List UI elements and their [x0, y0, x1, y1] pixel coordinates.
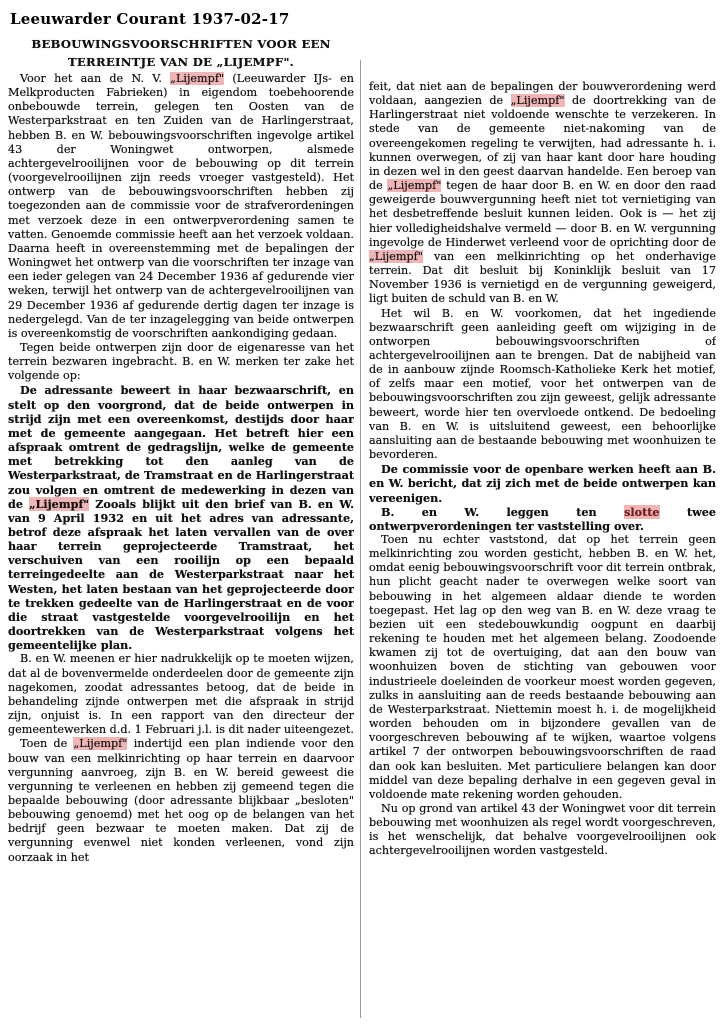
paragraph: Nu op grond van artikel 43 der Woningwet voor dit terrein bebouwing met woonhuizen als regel wordt voorgeschreven, is het wenschelijk, dat behalve voorgevelrooilijnen ook achtergevelrooilijnen worden vastgesteld. [369, 801, 716, 858]
paragraph [8, 72, 354, 341]
paragraph: Het wil B. en W. voorkomen, dat het ingediende bezwaarschrift geen aanleiding geeft om wijziging in de ontworpen bebouwingsvoorschriften of achtergevelrooilijnen aan te brengen. Dat de nabijheid van de in aanbouw zijnde Roomsch-Katholieke Kerk het motief, of zelfs maar een motief, voor het ontwerpen van de bebouwingsvoorschriften zou zijn geweest, gelijk adressante beweert, worde hier ten overvloede ontkend. De bedoeling van B. en W. is uitsluitend geweest, een behoorlijke aansluiting aan de bestaande bebouwing met woonhuizen te bevorderen. [369, 306, 716, 462]
paragraph: De commissie voor de openbare werken heeft aan B. en W. bericht, dat zij zich met de beide ontwerpen kan vereenigen. [369, 462, 716, 505]
text-run: Voor het aan de N. V. [20, 72, 171, 85]
article-headline-line-1: BEBOUWINGSVOORSCHRIFTEN VOOR EEN [31, 37, 331, 51]
article-column-left [8, 36, 354, 1020]
highlighted-term: „Lijempf" [29, 496, 90, 511]
text-run: (Leeuwarder IJs- en Melkproducten Fabrieken) in eigendom toebehoorende onbebouwde terrein, gelegen ten Oosten van de Westerparkstraat en ten Zuiden van de Harlingerstraat, hebben B. en W. bebouwingsvoorschriften ingevolge artikel 43 der Woningwet ontworpen, alsmede achtergevelrooilijnen voor de bebouwing op dit terrein (voorgevelrooilijnen zijn reeds vroeger vastgesteld). Het ontwerp van de bebouwingsvoorschriften hebben zij toegezonden aan de commissie voor de strafverordeningen met verzoek deze in een ontwerpverordening samen te vatten. Genoemde commissie heeft aan het verzoek voldaan. Daarna heeft in overeenstemming met de bepalingen der Woningwet het ontwerp van die voorschriften ter inzage van een ieder gelegen van 24 December 1936 af gedurende vier weken, terwijl het ontwerp van de achtergevelrooilijnen van 29 December 1936 af gedurende dertig dagen ter inzage is nedergelegd. Van de ter inzagelegging van beide ontwerpen is overeenkomstig de voorschriften aankondiging gedaan. [8, 72, 354, 340]
paragraph: Toen nu echter vaststond, dat op het terrein geen melkinrichting zou worden gesticht, hebben B. en W. het, omdat eenig bebouwingsvoorschrift voor dit terrein ontbrak, hun plicht geacht nader te overwegen welke soort van bebouwing in het algemeen aldaar diende te worden toegepast. Het lag op den weg van B. en W. deze vraag te bezien uit een stedebouwkundig oogpunt en daarbij rekening te houden met het algemeen belang. Zoodoende kwamen zij tot de overtuiging, dat aan den bouw van woonhuizen boven de stichting van gebouwen voor industrieele doeleinden de voorkeur moest worden gegeven, zulks in aansluiting aan de reeds bestaande bebouwing aan de Westerparkstraat. Niettemin moest h. i. de mogelijkheid worden behouden om in bijzondere gevallen van de voorgeschreven bebouwing af te wijken, waartoe volgens artikel 7 der ontworpen bebouwingsvoorschriften de raad dan ook kan besluiten. Met particuliere belangen kan door middel van deze bepaling derhalve in een gegeven geval in voldoende mate rekening worden gehouden. [369, 533, 716, 801]
article-column-right [369, 80, 716, 1020]
highlighted-term: „Lijempf" [510, 94, 565, 108]
newspaper-masthead: Leeuwarder Courant 1937-02-17 [10, 10, 290, 28]
column-divider [360, 60, 361, 1018]
text-run: De adressante beweert in haar bezwaarschrift, en stelt op den voorgrond, dat de beide ontwerpen in strijd zijn met een overeenkomst, destijds door haar met de gemeente aangegaan. Het betreft hier een afspraak omtrent de gedragslijn, welke de gemeente met betrekking tot den aanleg van de Westerparkstraat, de Tramstraat en de Harlingerstraat zou volgen en omtrent de medewerking in dezen van de [8, 383, 354, 511]
text-run: tegen de haar door B. en W. en door den raad geweigerde bouwvergunning heeft niet tot vernietiging van het desbetreffende besluit kunnen leiden. Ook is — het zij hier volledigheidshalve vermeld — door B. en W. vergunning ingevolge de Hinderwet verleend voor de oprichting door de [369, 179, 716, 249]
text-run: de doortrekking van de Harlingerstraat niet voldoende wenschte te verzekeren. In stede van de gemeente niet-nakoming van de overeengekomen regeling te verwijten, had adressante h. i. kunnen overwegen, of zij van haar kant door hare houding in dezen wel in den geest daarvan handelde. Een beroep van de [369, 94, 716, 193]
article-headline-line-2: TERREINTJE VAN DE „LIJEMPF". [67, 55, 295, 69]
text-run: feit, dat niet aan de bepalingen der bouwverordening werd voldaan, aangezien de [369, 80, 716, 108]
text-run: Zooals blijkt uit den brief van B. en W. van 9 April 1932 en uit het adres van adressante, betrof deze afspraak het laten vervallen van de over haar terrein geprojecteerde Tramstraat, het verschuiven van een rooilijn op een bepaald terreingedeelte aan de Westerparkstraat naar het Westen, het laten bestaan van het geprojecteerde door te trekken gedeelte van de Harlingerstraat en de voor die straat vastgestelde voorgevelrooilijn en het doortrekken van de Westerparkstraat volgens het gemeentelijke plan. [8, 496, 354, 653]
highlighted-term: „Lijempf" [387, 179, 442, 193]
highlighted-term: „Lijempf" [170, 72, 225, 85]
highlighted-term: „Lijempf" [369, 249, 423, 263]
text-run: indertijd een plan indiende voor den bouw van een melkinrichting op haar terrein en daarvoor vergunning aanvroeg, zijn B. en W. bereid geweest die vergunning te verleenen en hebben zij gemeend tegen die bepaalde bebouwing (door adressante blijkbaar „besloten" bebouwing genoemd) met het oog op de belangen van het bedrijf geen bezwaar te moeten maken. Dat zij de vergunning evenwel niet konden verleenen, vond zijn oorzaak in het [8, 737, 354, 864]
paragraph [369, 80, 716, 307]
text-run: twee ontwerpverordeningen ter vaststelling over. [369, 504, 716, 533]
highlighted-term: „Lijempf" [73, 737, 128, 751]
highlighted-term: slotte [624, 504, 660, 519]
text-run: van een melkinrichting op het onderhavige terrein. Dat dit besluit bij Koninklijk besluit van 17 November 1936 is vernietigd en de vergunning geweigerd, ligt buiten de schuld van B. en W. [369, 249, 716, 306]
text-run: B. en W. leggen ten [381, 504, 625, 519]
paragraph [369, 505, 716, 533]
paragraph [8, 737, 354, 864]
paragraph: Tegen beide ontwerpen zijn door de eigenaresse van het terrein bezwaren ingebracht. B. en W. merken ter zake het volgende op: [8, 340, 354, 383]
paragraph: B. en W. meenen er hier nadrukkelijk op te moeten wijzen, dat al de bovenvermelde onderdeelen door de gemeente zijn nagekomen, zoodat adressantes betoog, dat de beide in behandeling zijnde ontwerpen met die afspraak in strijd zijn, onjuist is. In een rapport van den directeur der gemeentewerken d.d. 1 Februari j.l. is dit nader uiteengezet. [8, 652, 354, 737]
text-run: Toen de [20, 737, 74, 751]
paragraph [8, 383, 354, 652]
